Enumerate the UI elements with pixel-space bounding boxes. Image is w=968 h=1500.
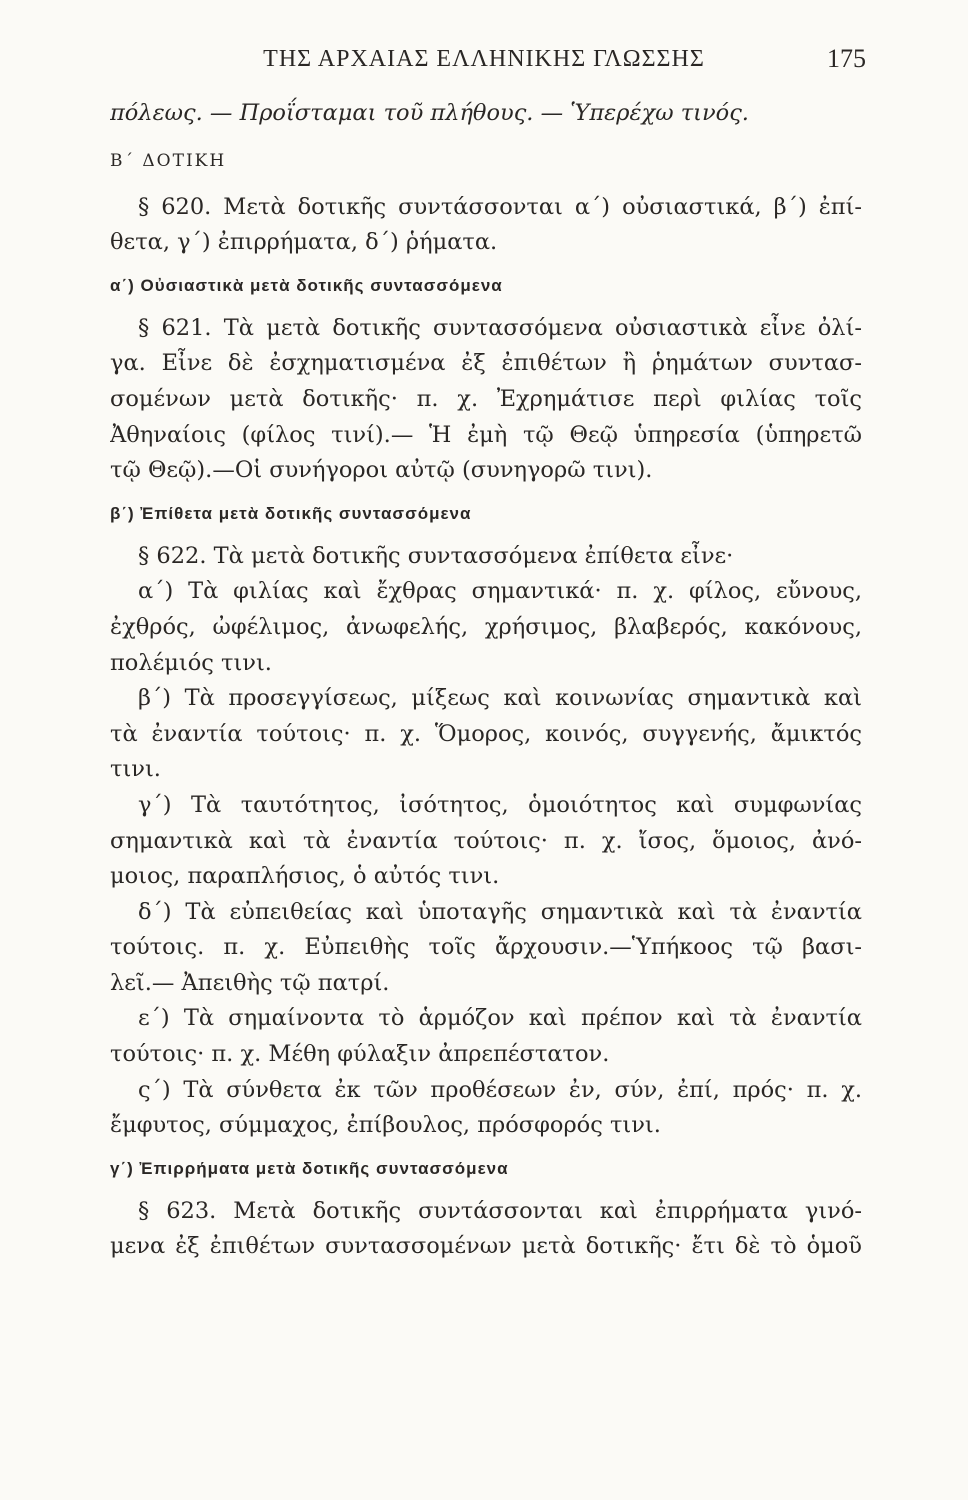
text-line: πόλεως. — Προΐσταμαι τοῦ πλήθους. — Ὑπερέχω τινός. — [110, 100, 749, 126]
text-line: τούτοις· π. χ. Μέθη φύλαξιν ἀπρεπέστατον. — [110, 1041, 610, 1068]
text-line: § 622. Τὰ μετὰ δοτικῆς συντασσόμενα ἐπίθετα εἶνε· — [138, 542, 734, 569]
text-line: β΄) Τὰ προσεγγίσεως, μίξεως καὶ κοινωνίας σημαντικὰ καὶ — [138, 685, 862, 712]
text-line: ς΄) Τὰ σύνθετα ἐκ τῶν προθέσεων ἐν, σύν, ἐπί, πρός· π. χ. — [138, 1076, 862, 1103]
page-body — [110, 96, 862, 1265]
text-line: θετα, γ΄) ἐπιρρήματα, δ΄) ῥήματα. — [110, 229, 498, 256]
text-line: τινι. — [110, 756, 161, 783]
text-line: ἐχθρός, ὠφέλιμος, ἀνωφελής, χρήσιμος, βλαβερός, κακόνους, — [110, 613, 862, 640]
section-heading: Β΄ ΔΟΤΙΚΗ — [110, 150, 227, 171]
page-number: 175 — [827, 44, 866, 73]
text-line: λεῖ.— Ἀπειθὴς τῷ πατρί. — [110, 969, 390, 996]
text-line: ε΄) Τὰ σημαίνοντα τὸ ἁρμόζον καὶ πρέπον καὶ τὰ ἐναντία — [138, 1005, 862, 1032]
page-header — [0, 44, 968, 84]
text-line: τούτοις. π. χ. Εὐπειθὴς τοῖς ἄρχουσιν.—Ὑπήκοος τῷ βασι- — [110, 934, 862, 961]
text-line: § 623. Μετὰ δοτικῆς συντάσσονται καὶ ἐπιρρήματα γινό- — [138, 1197, 862, 1224]
text-line: τῷ Θεῷ).—Οἱ συνήγοροι αὐτῷ (συνηγορῶ τινι). — [110, 457, 653, 484]
text-line: μοιος, παραπλήσιος, ὁ αὐτός τινι. — [110, 863, 500, 890]
subheading: β΄) Ἐπίθετα μετὰ δοτικῆς συντασσόμενα — [110, 503, 472, 523]
text-line: γ΄) Τὰ ταυτότητος, ἰσότητος, ὁμοιότητος καὶ συμφωνίας — [138, 791, 862, 818]
text-line: τὰ ἐναντία τούτοις· π. χ. Ὅμορος, κοινός, συγγενής, ἄμικτός — [110, 720, 862, 747]
subheading: γ΄) Ἐπιρρήματα μετὰ δοτικῆς συντασσόμενα — [110, 1158, 509, 1178]
text-line: πολέμιός τινι. — [110, 649, 272, 676]
text-line: § 620. Μετὰ δοτικῆς συντάσσονται α΄) οὐσιαστικά, β΄) ἐπί- — [138, 193, 862, 220]
text-line: α΄) Τὰ φιλίας καὶ ἔχθρας σημαντικά· π. χ. φίλος, εὔνους, — [138, 578, 862, 605]
text-line: δ΄) Τὰ εὐπειθείας καὶ ὑποταγῆς σημαντικὰ καὶ τὰ ἐναντία — [138, 898, 862, 925]
text-line: σημαντικὰ καὶ τὰ ἐναντία τούτοις· π. χ. ἴσος, ὅμοιος, ἀνό- — [110, 827, 862, 854]
running-head: ΤΗΣ ΑΡΧΑΙΑΣ ΕΛΛΗΝΙΚΗΣ ΓΛΩΣΣΗΣ — [263, 46, 705, 72]
text-line: γα. Εἶνε δὲ ἐσχηματισμένα ἐξ ἐπιθέτων ἢ ῥημάτων συντασ- — [110, 350, 862, 377]
text-line: ἔμφυτος, σύμμαχος, ἐπίβουλος, πρόσφορός τινι. — [110, 1112, 661, 1139]
text-line: Ἀθηναίοις (φίλος τινί).— Ἡ ἐμὴ τῷ Θεῷ ὑπηρεσία (ὑπηρετῶ — [110, 421, 862, 448]
text-line: σομένων μετὰ δοτικῆς· π. χ. Ἐχρημάτισε περὶ φιλίας τοῖς — [110, 385, 862, 412]
subheading: α΄) Οὐσιαστικὰ μετὰ δοτικῆς συντασσόμενα — [110, 275, 503, 295]
text-line: μενα ἐξ ἐπιθέτων συντασσομένων μετὰ δοτικῆς· ἔτι δὲ τὸ ὁμοῦ — [110, 1233, 862, 1260]
text-line: § 621. Τὰ μετὰ δοτικῆς συντασσόμενα οὐσιαστικὰ εἶνε ὀλί- — [138, 314, 862, 341]
